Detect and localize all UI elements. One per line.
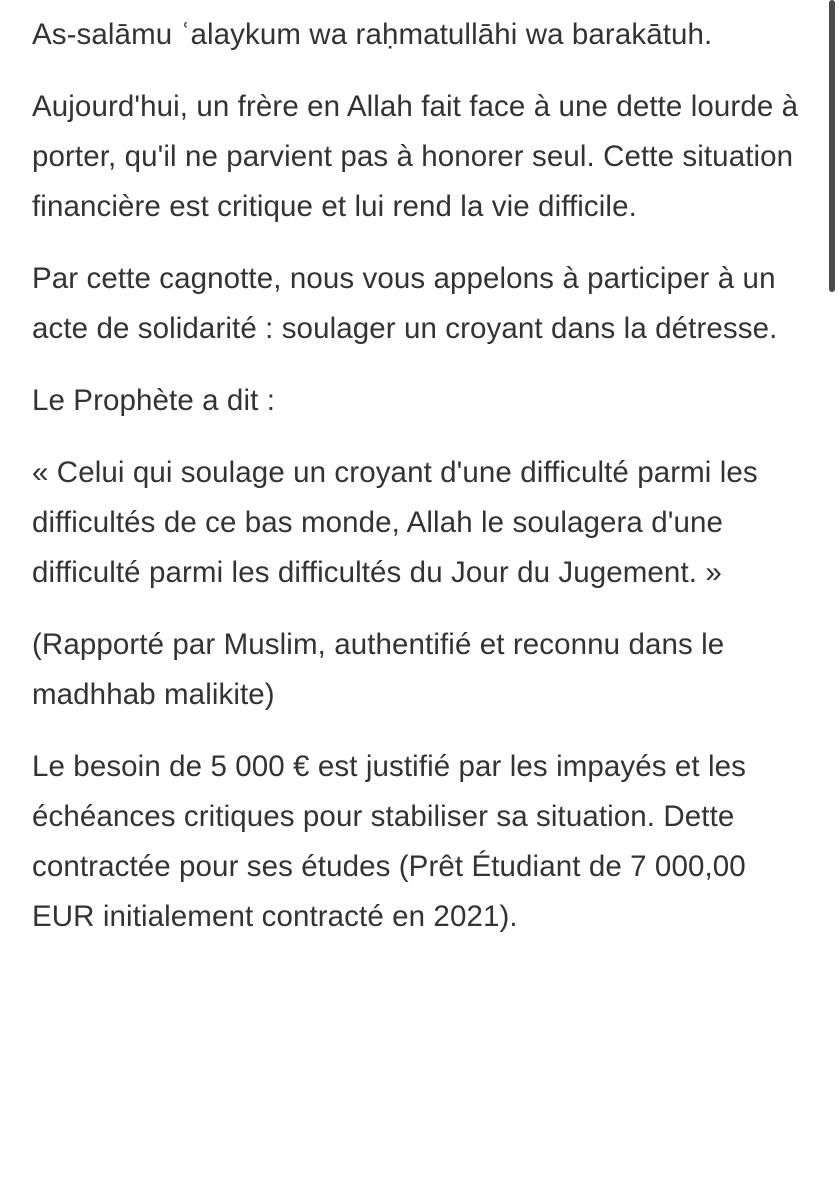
need-justification-paragraph: Le besoin de 5 000 € est justifié par les impayés et les échéances critiques pour stabiliser sa situation. Dette contractée pour ses études (Prêt Étudiant de 7 000,00 EUR initialement contracté en 2021). xyxy=(32,750,747,933)
greeting-paragraph: As-salāmu ʿalaykum wa raḥmatullāhi wa barakātuh. xyxy=(32,18,713,51)
situation-paragraph: Aujourd'hui, un frère en Allah fait face à une dette lourde à porter, qu'il ne parvient pas à honorer seul. Cette situation financière est critique et lui rend la vie difficile. xyxy=(32,90,799,223)
hadith-quote-paragraph: « Celui qui soulage un croyant d'une difficulté parmi les difficultés de ce bas monde, Allah le soulagera d'une difficulté parmi les difficultés du Jour du Jugement. » xyxy=(32,456,758,589)
fundraiser-description xyxy=(32,10,812,964)
appeal-paragraph: Par cette cagnotte, nous vous appelons à participer à un acte de solidarité : soulager un croyant dans la détresse. xyxy=(32,262,778,345)
hadith-intro-paragraph: Le Prophète a dit : xyxy=(32,384,275,417)
hadith-source-paragraph: (Rapporté par Muslim, authentifié et reconnu dans le madhhab malikite) xyxy=(32,628,725,711)
vertical-scrollbar[interactable] xyxy=(829,0,835,292)
